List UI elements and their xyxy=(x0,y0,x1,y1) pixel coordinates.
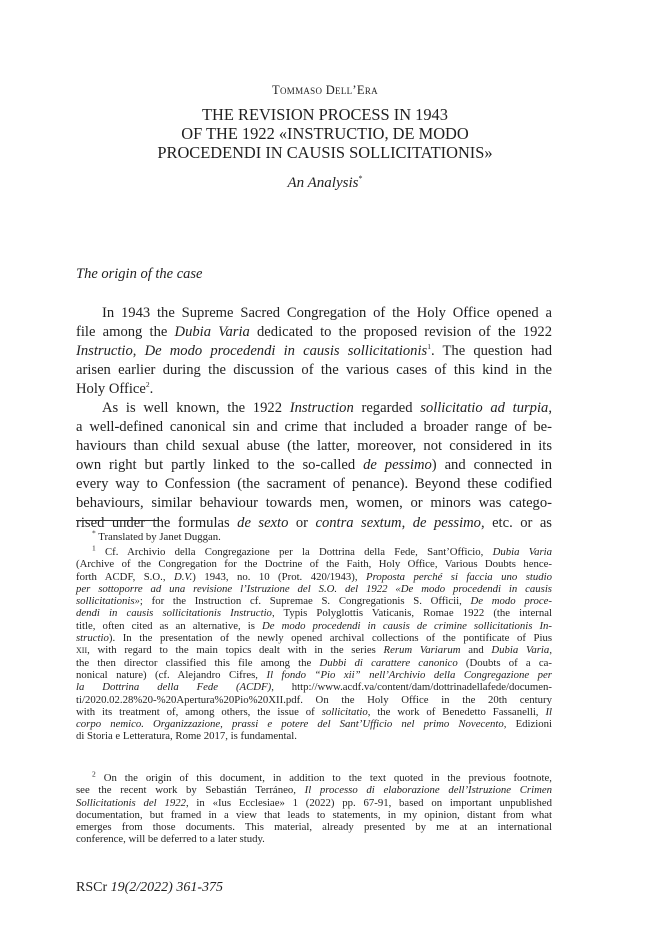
text-run: own right but partly linked to the so-called xyxy=(76,457,364,474)
text-run: emerges from those documents. This material, already presented by me at an international xyxy=(76,821,552,834)
text-run: , xyxy=(132,343,145,360)
text-run: (Archive of the Congregation for the Doctrine of the Faith, Holy Office, Various Doubts hence- xyxy=(76,558,552,571)
italic-run: Dubia Varia xyxy=(492,546,553,558)
subtitle-text: An Analysis xyxy=(287,175,359,191)
footnote-line xyxy=(76,706,552,718)
text-run: ) 1943, no. 10 (Prot. 420/1943), xyxy=(192,570,367,583)
journal-citation: 19(2/2022) 361-375 xyxy=(110,880,224,895)
body-line xyxy=(76,514,552,533)
translation-note-mark: * xyxy=(358,174,363,183)
text-run: , Typis Polyglottis Vaticanis, Romae 1922 (the internal xyxy=(271,607,552,620)
text-run: , xyxy=(549,644,552,657)
italic-run: Dubia Varia xyxy=(174,324,250,341)
article-author: Tommaso Dell’Era xyxy=(272,83,378,97)
text-run: , in «Ius Ecclesiae» 1 (2022) pp. 67-91, based on important unpublished xyxy=(185,796,553,809)
text-run: ). In the presentation of the newly opened archival collections of the pontificate of Pius xyxy=(108,632,552,645)
footnote-line xyxy=(76,669,552,681)
text-run: with its treatment of, among others, the issue of xyxy=(76,705,322,718)
text-run: nonical nature) (cf. Alejandro Cifres, xyxy=(76,668,267,681)
text-run: , etc. or as xyxy=(480,514,552,531)
text-run: di Storia e Letteratura, Rome 2017, is fundamental. xyxy=(76,730,297,743)
italic-run: Il fondo “Pio xii” nell’Archivio della Congregazione per xyxy=(266,668,552,681)
italic-run: D.V. xyxy=(173,570,193,583)
footnote-line xyxy=(76,833,552,845)
text-run: Translated by Janet Duggan. xyxy=(98,531,221,543)
text-run: (Doubts of a ca- xyxy=(457,656,552,669)
footnote-line xyxy=(76,694,552,706)
text-run: dedicated to the proposed revision of the 1922 xyxy=(249,324,553,341)
body-line xyxy=(76,456,552,475)
italic-run: Il xyxy=(545,705,553,718)
article-title xyxy=(90,105,560,162)
italic-run: De modo proce- xyxy=(470,595,552,608)
footnote-separator xyxy=(76,520,158,521)
footnote-line xyxy=(76,632,552,644)
footnote-ref: 1 xyxy=(427,342,431,352)
footnote-line xyxy=(76,543,553,558)
text-run: every way to Confession (the sacrament of penance). Beyond these codified xyxy=(76,476,552,493)
footnote-line xyxy=(76,769,552,784)
text-run: As is well known, the 1922 xyxy=(102,400,290,417)
footnote-line xyxy=(76,571,552,583)
italic-run: Proposta perché si faccia uno studio xyxy=(366,570,552,583)
text-run: documentation, but framed in a view that leads to statements, in my opinion, distant from what xyxy=(76,808,552,821)
italic-run: de pessimo xyxy=(412,514,481,531)
text-run: , the work of Benedetto Fassanelli, xyxy=(367,705,546,718)
footnote-line xyxy=(76,644,552,656)
text-run: ; for the Instruction cf. Supremae S. Congregationis S. Officii, xyxy=(139,595,471,608)
italic-run: Instructio xyxy=(76,343,133,360)
footnote-mark: * xyxy=(92,528,96,538)
italic-run: sollicitatio ad turpia xyxy=(420,400,549,417)
text-run: ) and connected in xyxy=(431,457,552,474)
footnote-2 xyxy=(76,769,553,846)
section-heading: The origin of the case xyxy=(76,266,203,282)
body-line xyxy=(76,399,552,418)
text-run: a well-defined canonical sin and crime that included a broader range of be- xyxy=(76,419,552,436)
footnote-line xyxy=(76,809,552,821)
text-run: forth ACDF, S.O., xyxy=(76,570,174,583)
text-run: rised under the formulas xyxy=(76,514,238,531)
italic-run: per sottoporre ad una revisione l’Istruzione del S.O. del 1922 «De modo procedendi in causis xyxy=(76,582,552,595)
text-run: conference, will be deferred to a later study. xyxy=(76,833,265,846)
text-run: regarded xyxy=(353,400,421,417)
text-run: . The question had xyxy=(430,343,553,360)
italic-run: structio xyxy=(76,632,109,645)
text-run: , xyxy=(401,514,413,531)
footnote-line xyxy=(76,784,552,796)
text-run: Holy Office xyxy=(76,381,146,398)
italic-run: Dubbi di carattere canonico xyxy=(319,656,458,669)
body-line xyxy=(76,418,552,437)
italic-run: Dubia Varia xyxy=(491,644,550,657)
text-run: or xyxy=(288,514,316,531)
body-line xyxy=(76,323,552,342)
italic-run: sollicitatio xyxy=(321,705,368,718)
footnote-mark: 1 xyxy=(92,543,96,553)
footnote-translator xyxy=(76,528,552,543)
title-line: OF THE 1922 «INSTRUCTIO, DE MODO xyxy=(181,124,469,143)
journal-name: RSCr xyxy=(76,880,108,895)
footnote-line xyxy=(76,657,552,669)
footnote-mark: 2 xyxy=(92,769,96,779)
footnote-1 xyxy=(76,543,553,743)
body-line xyxy=(76,342,552,361)
italic-run: contra sextum xyxy=(315,514,402,531)
italic-run: Instruction xyxy=(289,400,354,417)
italic-run: la Dottrina della Fede (ACDF) xyxy=(76,681,272,694)
body-text xyxy=(76,304,552,533)
italic-run: de sexto xyxy=(237,514,289,531)
text-run: , with regard to the main topics dealt with in the series xyxy=(87,644,384,657)
text-run: On the origin of this document, in addition to the text quoted in the previous footnote, xyxy=(103,772,552,784)
text-run: title, often cited as an alternative, is xyxy=(76,619,262,632)
text-run: haviours than child sexual abuse (the latter, moreover, not considered in its xyxy=(76,438,552,455)
text-run: see the recent work by Sebastián Terráneo, xyxy=(76,784,305,797)
footnote-line xyxy=(76,583,552,595)
italic-run: De modo procedendi in causis sollicitationis xyxy=(144,343,428,360)
text-run: file among the xyxy=(76,324,175,341)
body-line xyxy=(76,494,552,513)
text-run: , Edizioni xyxy=(503,718,552,731)
page-footer xyxy=(76,880,223,896)
text-run: , xyxy=(548,400,552,417)
footnote-line xyxy=(76,730,552,742)
footnote-line xyxy=(76,558,552,570)
title-line: PROCEDENDI IN CAUSIS SOLLICITATIONIS» xyxy=(157,143,493,162)
footnote-ref: 2 xyxy=(145,380,150,390)
italic-run: Rerum Variarum xyxy=(383,644,461,657)
text-run: , http://www.acdf.va/content/dam/dottrinadellafede/documen- xyxy=(271,681,552,694)
italic-run: De modo procedendi in causis de crimine sollicitationis In- xyxy=(262,619,552,632)
body-line xyxy=(76,475,552,494)
footnote-line xyxy=(76,620,552,632)
text-run: and xyxy=(460,644,492,657)
footnote-line xyxy=(76,528,552,543)
body-line xyxy=(76,380,552,399)
body-line xyxy=(76,437,552,456)
italic-run: dendi in causis sollicitationis Instructio xyxy=(76,607,272,620)
footnote-line xyxy=(76,607,552,619)
footnote-line xyxy=(76,821,552,833)
italic-run: Sollicitationis del 1922 xyxy=(76,796,186,809)
footnote-line xyxy=(76,797,552,809)
footnote-line xyxy=(76,681,552,693)
italic-run: de pessimo xyxy=(363,457,432,474)
footnote-line xyxy=(76,595,552,607)
text-run: . xyxy=(149,381,154,398)
body-line xyxy=(76,304,552,323)
text-run: In 1943 the Supreme Sacred Congregation of the Holy Office opened a xyxy=(102,305,552,321)
text-run: the then director classified this file among the xyxy=(76,656,320,669)
text-run: behaviours, similar behaviour towards men, women, or minors was catego- xyxy=(76,495,552,512)
italic-run: corpo nemico. Organizzazione, prassi e potere del Sant’Ufficio nel primo Novecento xyxy=(76,718,504,731)
text-run: ti/2020.02.28%20-%20Apertura%20Pio%20XII.pdf. On the Holy Office in the 20th century xyxy=(76,693,552,706)
footnote-line xyxy=(76,718,552,730)
text-run: Cf. Archivio della Congregazione per la Dottrina della Fede, Sant’Officio, xyxy=(105,546,493,558)
italic-run: Il processo di elaborazione dell’Istruzione Crimen xyxy=(304,784,552,797)
title-line: THE REVISION PROCESS IN 1943 xyxy=(202,105,448,124)
article-subtitle xyxy=(0,175,650,192)
body-line xyxy=(76,361,552,380)
small-caps-run: xii xyxy=(76,644,88,657)
text-run: arisen earlier during the discussion of the various cases of this kind in the xyxy=(76,362,552,379)
italic-run: sollicitationis» xyxy=(76,595,140,608)
